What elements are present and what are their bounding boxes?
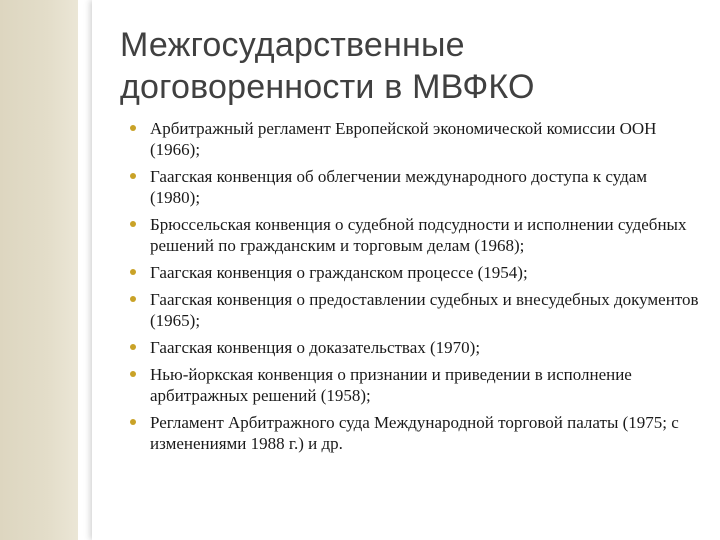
decorative-band <box>0 0 78 540</box>
title-line-2: договоренности в МВФКО <box>120 68 535 106</box>
list-item-text: Брюссельская конвенция о судебной подсудности и исполнении судебных решений по гражданским и торговым делам (1968); <box>150 215 687 255</box>
bullet-icon <box>130 296 136 302</box>
bullet-icon <box>130 419 136 425</box>
bullet-icon <box>130 371 136 377</box>
list-item-text: Нью-йоркская конвенция о признании и приведении в исполнение арбитражных решений (1958); <box>150 365 632 405</box>
list-item <box>128 214 700 256</box>
list-item <box>128 118 700 160</box>
bullet-icon <box>130 125 136 131</box>
title-line-1: Межгосударственные <box>120 26 465 64</box>
list-item <box>128 364 700 406</box>
list-item-text: Регламент Арбитражного суда Международной торговой палаты (1975; с изменениями 1988 г.) и др. <box>150 413 679 453</box>
list-item-text: Гаагская конвенция о доказательствах (1970); <box>150 338 481 357</box>
bullet-icon <box>130 344 136 350</box>
list-item <box>128 289 700 331</box>
list-item <box>128 412 700 454</box>
bullet-icon <box>130 173 136 179</box>
bullet-icon <box>130 269 136 275</box>
list-item-text: Гаагская конвенция об облегчении международного доступа к судам (1980); <box>150 167 648 207</box>
bullet-icon <box>130 221 136 227</box>
list-item <box>128 337 700 358</box>
bullet-list <box>128 118 700 460</box>
list-item-text: Гаагская конвенция о гражданском процессе (1954); <box>150 263 528 282</box>
list-item <box>128 166 700 208</box>
list-item-text: Гаагская конвенция о предоставлении судебных и внесудебных документов (1965); <box>150 290 699 330</box>
list-item-text: Арбитражный регламент Европейской экономической комиссии ООН (1966); <box>150 119 657 159</box>
slide-title <box>120 24 700 108</box>
list-item <box>128 262 700 283</box>
